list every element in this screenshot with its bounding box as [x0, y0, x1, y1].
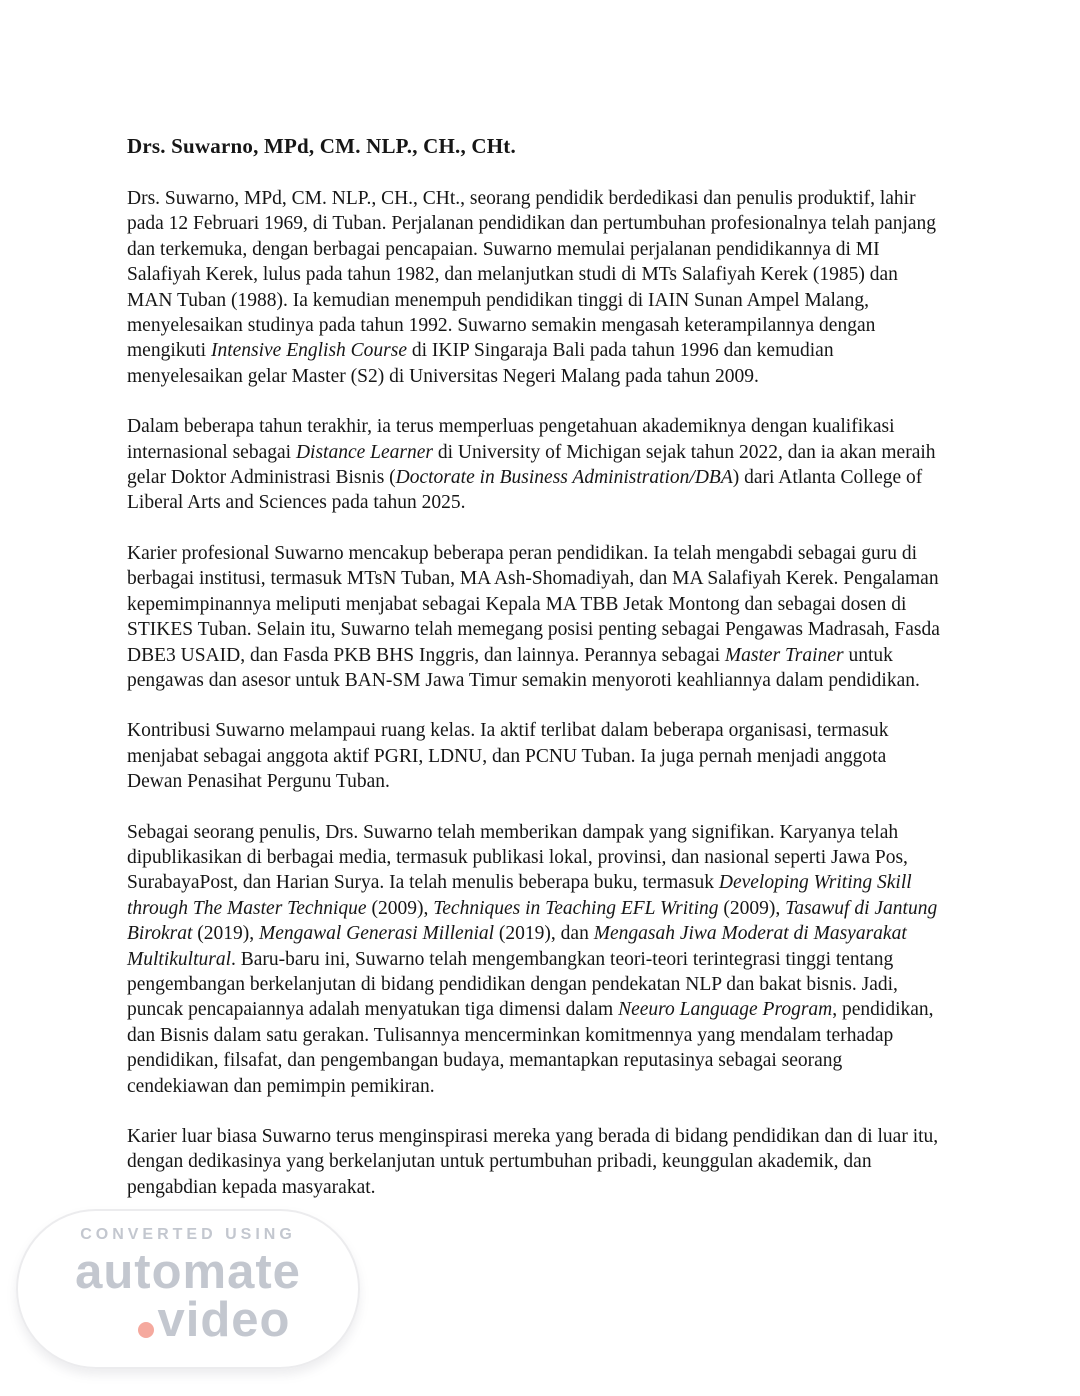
watermark-dot-icon: [138, 1322, 154, 1338]
italic-text-run: Tasawuf di Jantung Birokrat: [127, 897, 938, 945]
italic-text-run: Master Trainer: [724, 644, 844, 666]
paragraph: [127, 186, 945, 389]
paragraph: [127, 414, 945, 516]
text-run: Sebagai seorang penulis, Drs. Suwarno telah memberikan dampak yang signifikan. Karyanya telah dipublikasikan di berbagai media, termasuk publikasi lokal, provinsi, dan nasional seperti Jawa Pos, SurabayaPost, dan Harian Surya. Ia telah menulis beberapa buku, termasuk: [127, 821, 908, 894]
text-run: , pendidikan, dan Bisnis dalam satu gerakan. Tulisannya mencerminkan komitmennya yang mendalam terhadap pendidikan, filsafat, dan pengembangan budaya, memantapkan reputasinya sebagai seorang cendekiawan dan pemimpin pemikiran.: [127, 999, 934, 1097]
text-run: Dalam beberapa tahun terakhir, ia terus memperluas pengetahuan akademiknya dengan kualifikasi internasional sebagai: [127, 416, 895, 463]
italic-text-run: Neeuro Language Program: [618, 999, 833, 1021]
text-run: (2019),: [192, 923, 259, 945]
text-run: . Baru-baru ini, Suwarno telah mengembangkan teori-teori terintegrasi tinggi tentang pengembangan berkelanjutan di bidang pendidikan dengan pendekatan NLP dan bakat bisnis. Jadi, puncak pencapaiannya adalah menyatukan tiga dimensi dalam: [127, 948, 898, 1021]
paragraph: [127, 1124, 945, 1200]
paragraph: [127, 820, 945, 1099]
watermark-brand-video-text: video: [157, 1293, 291, 1348]
text-run: Kontribusi Suwarno melampaui ruang kelas. Ia aktif terlibat dalam beberapa organisasi, termasuk menjabat sebagai anggota aktif PGRI, LDNU, dan PCNU Tuban. Ia juga pernah menjadi anggota Dewan Penasihat Pergunu Tuban.: [127, 720, 889, 793]
watermark: [16, 1209, 360, 1369]
document-body: [127, 186, 945, 1200]
watermark-brand-video: [138, 1293, 291, 1348]
text-run: (2009),: [366, 897, 434, 919]
paragraph: [127, 718, 945, 794]
text-run: di University of Michigan sejak tahun 2022, dan ia akan meraih gelar Doktor Administrasi Bisnis (: [127, 441, 936, 489]
watermark-brand-automate: automate: [75, 1245, 301, 1299]
document-content: [127, 133, 945, 1225]
italic-text-run: Developing Writing Skill through The Master Technique: [127, 872, 912, 919]
text-run: di IKIP Singaraja Bali pada tahun 1996 dan kemudian menyelesaikan gelar Master (S2) di Universitas Negeri Malang pada tahun 2009.: [127, 340, 834, 387]
document-title: Drs. Suwarno, MPd, CM. NLP., CH., CHt.: [127, 134, 516, 158]
text-run: (2009),: [718, 897, 786, 919]
text-run: (2019), dan: [494, 923, 594, 945]
italic-text-run: Distance Learner: [295, 441, 433, 463]
italic-text-run: Techniques in Teaching EFL Writing: [433, 897, 719, 919]
italic-text-run: Doctorate in Business Administration/DBA: [395, 467, 733, 489]
italic-text-run: Intensive English Course: [210, 340, 408, 362]
italic-text-run: Mengasah Jiwa Moderat di Masyarakat Multikultural: [127, 923, 907, 970]
text-run: ) dari Atlanta College of Liberal Arts and Sciences pada tahun 2025.: [127, 467, 923, 514]
text-run: Karier luar biasa Suwarno terus menginspirasi mereka yang berada di bidang pendidikan dan di luar itu, dengan dedikasinya yang berkelanjutan untuk pertumbuhan pribadi, keunggulan akademik, dan pengabdian kepada masyarakat.: [127, 1126, 939, 1198]
text-run: untuk pengawas dan asesor untuk BAN-SM Jawa Timur semakin menyoroti keahliannya dalam pendidikan.: [127, 644, 920, 691]
italic-text-run: Mengawal Generasi Millenial: [258, 923, 495, 945]
text-run: Drs. Suwarno, MPd, CM. NLP., CH., CHt., seorang pendidik berdedikasi dan penulis produktif, lahir pada 12 Februari 1969, di Tuban. Perjalanan pendidikan dan pertumbuhan profesionalnya telah panjang dan terkemuka, dengan berbagai pencapaian. Suwarno memulai perjalanan pendidikannya di MI Salafiyah Kerek, lulus pada tahun 1982, dan melanjutkan studi di MTs Salafiyah Kerek (1985) dan MAN Tuban (1988). Ia kemudian menempuh pendidikan tinggi di IAIN Sunan Ampel Malang, menyelesaikan studinya pada tahun 1992. Suwarno semakin mengasah keterampilannya dengan mengikuti: [127, 188, 937, 362]
watermark-label: CONVERTED USING: [80, 1226, 296, 1243]
text-run: Karier profesional Suwarno mencakup beberapa peran pendidikan. Ia telah mengabdi sebagai guru di berbagai institusi, termasuk MTsN Tuban, MA Ash-Shomadiyah, dan MA Salafiyah Kerek. Pengalaman kepemimpinannya meliputi menjabat sebagai Kepala MA TBB Jetak Montong dan sebagai dosen di STIKES Tuban. Selain itu, Suwarno telah memegang posisi penting sebagai Pengawas Madrasah, Fasda DBE3 USAID, dan Fasda PKB BHS Inggris, dan lainnya. Perannya sebagai: [127, 542, 940, 666]
paragraph: [127, 541, 945, 693]
